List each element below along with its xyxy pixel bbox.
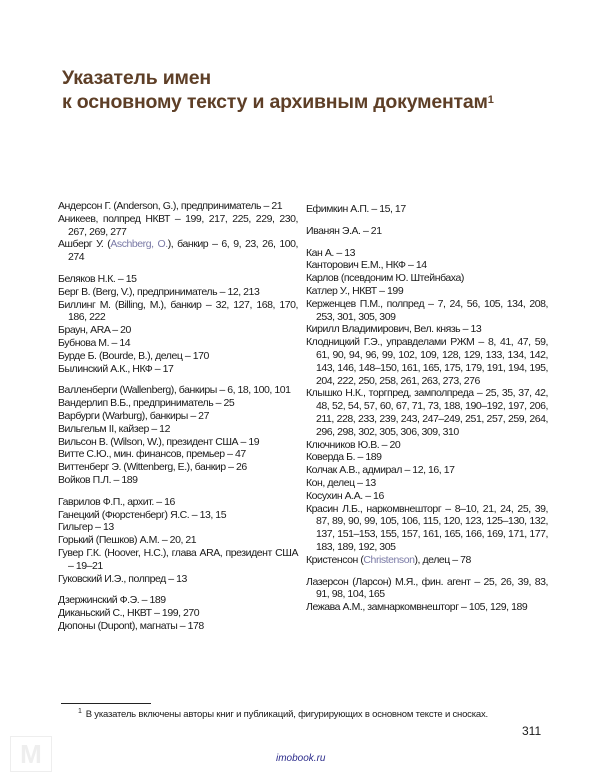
index-entry	[58, 238, 298, 264]
index-entry-pre: Виттенберг Э. (Wittenberg, E.), банкир – 26	[58, 461, 247, 474]
index-letter-group	[306, 247, 548, 567]
index-entry	[58, 607, 298, 620]
index-entry-pre: Диканьский С., НКВТ – 199, 270	[58, 607, 200, 620]
index-entry-pre: Вильсон В. (Wilson, W.), президент США – 19	[58, 435, 260, 448]
index-entry-pre: Ефимкин А.П. – 15, 17	[306, 203, 406, 215]
index-entry-pre: Красин Л.Б., наркомвнешторг – 8–10, 21, 24, 25, 39, 87, 89, 90, 99, 105, 106, 115, 120, 123, 125–130, 132, 137, 151–153, 155, 157, 161, 165, 166, 169, 171, 177, 183, 189, 192, 305	[306, 502, 548, 553]
index-entry-pre: Гувер Г.К. (Hoover, H.C.), глава ARA, президент США – 19–21	[58, 546, 298, 572]
site-link[interactable]: imobook.ru	[276, 753, 326, 764]
index-entry-pre: Клышко Н.К., торгпред, замполпреда – 25, 35, 37, 42, 48, 52, 54, 57, 60, 67, 71, 73, 188, 190–192, 197, 206, 211, 228, 233, 239, 243, 247–249, 251, 257, 259, 264, 296, 298, 302, 305, 306, 309, 310	[306, 387, 548, 438]
index-entry	[58, 474, 298, 487]
index-entry-pre: Браун, ARA – 20	[58, 324, 131, 337]
watermark-logo: M	[10, 736, 52, 772]
index-entry	[306, 503, 548, 554]
index-entry-pre: Лазерсон (Ларсон) М.Я., фин. агент – 25, 26, 39, 83, 91, 98, 104, 165	[306, 575, 548, 601]
index-letter-group	[306, 225, 548, 238]
index-entry-pre: Беляков Н.К. – 15	[58, 272, 137, 285]
index-entry-latin: Christenson	[363, 553, 415, 566]
index-letter-group	[58, 496, 298, 586]
index-letter-group	[58, 200, 298, 264]
index-entry-pre: Катлер У., НКВТ – 199	[306, 284, 404, 297]
index-entry-pre: Кирилл Владимирович, Вел. князь – 13	[306, 323, 482, 336]
index-entry	[58, 509, 298, 522]
index-entry	[306, 203, 548, 216]
index-entry	[58, 397, 298, 410]
index-entry	[58, 547, 298, 573]
index-letter-group	[306, 203, 548, 216]
index-entry-pre: Кристенсон (	[306, 553, 364, 566]
index-entry	[58, 594, 298, 607]
index-entry-pre: Андерсон Г. (Anderson, G.), предприниматель – 21	[58, 200, 283, 212]
title-line-2: к основному тексту и архивным документам$^1$	[62, 91, 494, 113]
index-entry	[306, 451, 548, 464]
index-entry-pre: Ашберг У. (	[58, 238, 111, 251]
index-entry	[306, 554, 548, 567]
index-entry	[58, 573, 298, 586]
index-entry	[306, 387, 548, 438]
index-entry	[306, 225, 548, 238]
index-entry	[306, 601, 548, 614]
index-entry-pre: Войков П.Л. – 189	[58, 473, 138, 486]
index-entry-pre: Иванян Э.А. – 21	[306, 224, 382, 237]
index-entry	[58, 423, 298, 436]
index-entry	[58, 324, 298, 337]
index-entry-pre: Дзержинский Ф.Э. – 189	[58, 594, 166, 607]
index-entry-pre: Гаврилов Ф.П., архит. – 16	[58, 495, 175, 508]
index-entry	[306, 298, 548, 324]
index-entry-pre: Гуковский И.Э., полпред – 13	[58, 572, 187, 585]
index-column-right	[306, 203, 548, 623]
index-entry-pre: Вильгельм II, кайзер – 12	[58, 422, 170, 435]
index-entry	[306, 259, 548, 272]
index-entry	[306, 464, 548, 477]
index-entry	[58, 534, 298, 547]
page-number: 311	[522, 724, 542, 738]
index-entry-pre: Кан А. – 13	[306, 246, 355, 259]
index-entry-latin: Aschberg, O.	[110, 238, 168, 251]
index-entry	[306, 285, 548, 298]
footnote	[78, 706, 488, 720]
index-entry-pre: Косухин А.А. – 16	[306, 489, 384, 502]
index-entry-pre: Кон, делец – 13	[306, 476, 376, 489]
index-entry-pre: Горький (Пешков) А.М. – 20, 21	[58, 534, 197, 547]
index-entry	[58, 350, 298, 363]
index-entry	[58, 337, 298, 350]
index-entry-pre: Берг В. (Berg, V.), предприниматель – 12, 213	[58, 285, 260, 298]
index-entry-pre: Ганецкий (Фюрстенберг) Я.С. – 13, 15	[58, 508, 227, 521]
index-entry-pre: Былинский А.К., НКФ – 17	[58, 362, 174, 375]
index-entry	[306, 576, 548, 602]
index-entry	[306, 323, 548, 336]
index-entry-pre: Лежава А.М., замнаркомвнешторг – 105, 129, 189	[306, 601, 528, 614]
index-letter-group	[58, 273, 298, 375]
index-entry	[58, 620, 298, 633]
title-line-1: Указатель имен	[62, 67, 211, 89]
index-entry	[58, 496, 298, 509]
index-entry	[306, 439, 548, 452]
index-entry-post: ), делец – 78	[414, 553, 471, 566]
index-entry-pre: Вандерлип В.Б., предприниматель – 25	[58, 397, 235, 410]
index-entry-pre: Клодницкий Г.Э., управделами РЖМ – 8, 41, 47, 59, 61, 90, 94, 96, 99, 102, 109, 128, 129, 133, 134, 142, 143, 146, 148–150, 161, 165, 175, 179, 191, 194, 195, 204, 222, 250, 258, 261, 263, 273, 276	[306, 336, 548, 387]
index-entry	[58, 384, 298, 397]
footnote-divider	[61, 703, 151, 704]
index-entry	[58, 436, 298, 449]
index-entry	[58, 521, 298, 534]
index-entry	[58, 448, 298, 461]
index-entry	[58, 299, 298, 325]
footnote-mark: 1	[78, 708, 82, 715]
index-entry	[306, 272, 548, 285]
index-entry-pre: Ключников Ю.В. – 20	[306, 438, 401, 451]
index-entry-pre: Бурде Б. (Bourde, B.), делец – 170	[58, 349, 209, 362]
index-entry-pre: Бубнова М. – 14	[58, 336, 131, 349]
index-entry	[58, 213, 298, 239]
index-entry-pre: Дюпоны (Dupont), магнаты – 178	[58, 619, 204, 632]
index-entry	[58, 363, 298, 376]
index-entry-pre: Биллинг М. (Billing, M.), банкир – 32, 127, 168, 170, 186, 222	[58, 298, 298, 324]
index-letter-group	[58, 594, 298, 632]
index-column-left	[58, 200, 298, 642]
index-entry	[58, 410, 298, 423]
index-entry	[306, 490, 548, 503]
page-title	[62, 66, 494, 114]
index-letter-group	[306, 576, 548, 614]
index-entry-pre: Валленберги (Wallenberg), банкиры – 6, 18, 100, 101	[58, 384, 291, 397]
index-entry-pre: Варбурги (Warburg), банкиры – 27	[58, 409, 209, 422]
index-entry	[58, 286, 298, 299]
index-entry	[58, 461, 298, 474]
index-entry-post: ), банкир – 6, 9, 23, 26, 100, 274	[68, 238, 298, 264]
index-entry-pre: Аникеев, полпред НКВТ – 199, 217, 225, 229, 230, 267, 269, 277	[58, 212, 298, 238]
index-entry	[58, 273, 298, 286]
title-footnote-mark: 1	[487, 94, 494, 106]
footnote-text: В указатель включены авторы книг и публикаций, фигурирующих в основном тексте и сносках.	[85, 709, 488, 721]
index-entry-pre: Витте С.Ю., мин. финансов, премьер – 47	[58, 448, 246, 461]
index-entry-pre: Коверда Б. – 189	[306, 451, 382, 464]
index-entry-pre: Канторович Е.М., НКФ – 14	[306, 259, 427, 272]
index-entry-pre: Карлов (псевдоним Ю. Штейнбаха)	[306, 272, 464, 285]
index-entry	[306, 477, 548, 490]
index-entry	[58, 200, 298, 213]
index-entry-pre: Керженцев П.М., полпред – 7, 24, 56, 105, 134, 208, 253, 301, 305, 309	[306, 297, 548, 323]
index-entry	[306, 247, 548, 260]
index-letter-group	[58, 384, 298, 486]
index-entry	[306, 336, 548, 387]
index-entry-pre: Гильгер – 13	[58, 521, 114, 534]
index-entry-pre: Колчак А.В., адмирал – 12, 16, 17	[306, 464, 455, 477]
